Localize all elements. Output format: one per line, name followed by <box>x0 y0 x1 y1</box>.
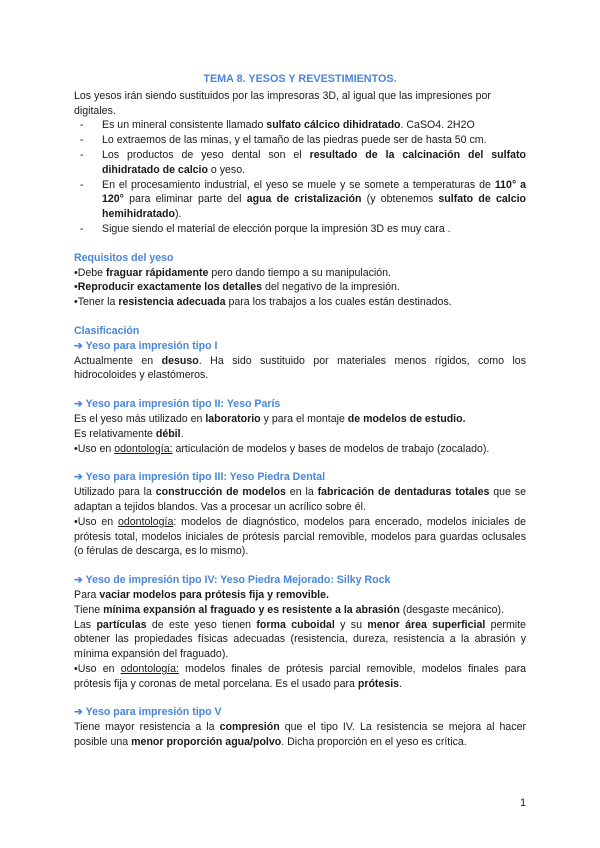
tipo-3-use: • Uso en odontología: modelos de diagnóstico, modelos para encerado, modelos iniciales de prótesis total, modelos iniciales de prótesis parcial removible, modelos para guardas oclusales (o férulas de descarga, es lo mismo). <box>74 515 526 559</box>
tipo-3-line: Utilizado para la construcción de modelos en la fabricación de dentaduras totales que se adaptan a tejidos blandos. Vas a procesar un acrílico sobre él. <box>74 486 526 513</box>
document-page <box>74 72 526 750</box>
list-item: - En el procesamiento industrial, el yeso se muele y se somete a temperaturas de 110° a 120° para eliminar parte del agua de cristalización (y obtenemos sulfato de calcio hemihidratado). <box>102 178 526 222</box>
requisito-item: • Debe fraguar rápidamente pero dando tiempo a su manipulación. <box>74 266 526 281</box>
intro-paragraph: Los yesos irán siendo sustituidos por las impresoras 3D, al igual que las impresiones por digitales. <box>74 89 491 117</box>
subheading-tipo-2: ➔ Yeso para impresión tipo II: Yeso París <box>74 398 281 411</box>
list-item: - Sigue siendo el material de elección porque la impresión 3D es muy cara . <box>102 222 526 237</box>
subheading-tipo-4: ➔ Yeso de impresión tipo IV: Yeso Piedra Mejorado: Silky Rock <box>74 574 391 587</box>
list-item: - Lo extraemos de las minas, y el tamaño de las piedras puede ser de hasta 50 cm. <box>102 133 526 148</box>
tipo-4-line: Tiene mínima expansión al fraguado y es resistente a la abrasión (desgaste mecánico). <box>74 603 505 616</box>
subheading-tipo-3: ➔ Yeso para impresión tipo III: Yeso Piedra Dental <box>74 471 326 484</box>
section-heading-requisitos: Requisitos del yeso <box>74 251 174 264</box>
subheading-tipo-5: ➔ Yeso para impresión tipo V <box>74 706 222 719</box>
document-title: TEMA 8. YESOS Y REVESTIMIENTOS. <box>203 73 397 85</box>
list-item: - Es un mineral consistente llamado sulfato cálcico dihidratado. CaSO4. 2H2O <box>102 118 526 133</box>
tipo-5-line: Tiene mayor resistencia a la compresión que el tipo IV. La resistencia se mejora al hacer posible una menor proporción agua/polvo. Dicha proporción en el yeso es crítica. <box>74 721 526 749</box>
requisito-item: • Tener la resistencia adecuada para los trabajos a los cuales están destinados. <box>74 295 526 310</box>
subheading-tipo-1: ➔ Yeso para impresión tipo I <box>74 339 218 352</box>
tipo-4-use: • Uso en odontología: modelos finales de prótesis parcial removible, modelos finales para prótesis fija y coronas de metal porcelana. Es el usado para prótesis. <box>74 662 526 692</box>
tipo-4-line: Para vaciar modelos para prótesis fija y removible. <box>74 588 329 601</box>
tipo-2-line: Es el yeso más utilizado en laboratorio y para el montaje de modelos de estudio. <box>74 412 466 425</box>
intro-list <box>74 118 526 236</box>
list-item: - Los productos de yeso dental son el resultado de la calcinación del sulfato dihidratado de calcio o yeso. <box>102 148 526 178</box>
tipo-4-line: Las partículas de este yeso tienen forma cuboidal y su menor área superficial permite obtener las propiedades físicas adecuadas (resistencia, dureza, resistencia a la abrasión y mínima expansión del fraguado). <box>74 618 526 661</box>
page-number: 1 <box>520 797 527 809</box>
tipo-2-use: • Uso en odontología: articulación de modelos y bases de modelos de trabajo (zocalado). <box>74 442 526 457</box>
section-heading-clasificacion: Clasificación <box>74 324 140 337</box>
requisito-item: • Reproducir exactamente los detalles del negativo de la impresión. <box>74 280 526 295</box>
tipo-2-line: Es relativamente débil. <box>74 427 184 440</box>
tipo-1-paragraph: Actualmente en desuso. Ha sido sustituido por materiales menos rígidos, como los hidrocoloides y elastómeros. <box>74 354 526 382</box>
